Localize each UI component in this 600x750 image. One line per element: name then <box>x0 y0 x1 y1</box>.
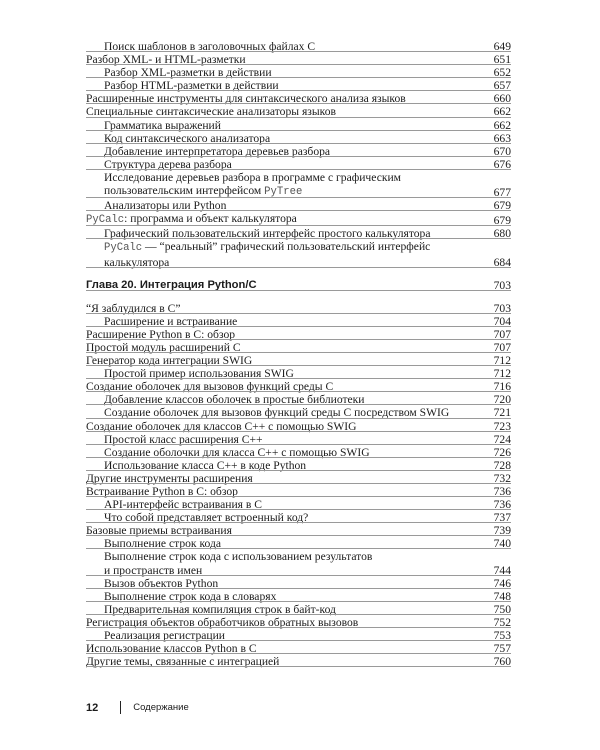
toc-page-number: 651 <box>493 53 511 67</box>
toc-page-number: 680 <box>493 227 511 241</box>
toc-entry <box>86 498 511 511</box>
toc-entry-title <box>86 550 485 563</box>
toc-entry-text: Использование класса C++ в коде Python <box>104 458 307 472</box>
toc-page-number: 703 <box>493 301 511 315</box>
toc-entry <box>86 367 511 380</box>
toc-entry <box>86 53 511 66</box>
toc-entry <box>86 642 511 655</box>
toc-entry <box>86 511 511 524</box>
toc-entry-text: и пространств имен <box>104 563 203 577</box>
toc-entry-title <box>86 302 485 315</box>
toc-entry-title <box>86 472 485 485</box>
toc-entry <box>86 380 511 393</box>
toc-entry <box>86 564 511 577</box>
toc-entry <box>86 315 511 328</box>
toc-entry-title <box>86 184 485 199</box>
toc-entry-text: Выполнение строк кода в словарях <box>104 589 277 603</box>
toc-entry <box>86 537 511 550</box>
toc-entry <box>86 105 511 118</box>
toc-entry <box>86 590 511 603</box>
toc-entry-title <box>86 603 485 616</box>
toc-entry-text: Выполнение строк кода с использованием результатов <box>104 550 373 564</box>
toc-entry-title <box>86 53 485 66</box>
toc-page-number: 760 <box>493 655 511 669</box>
toc-entry <box>86 132 511 145</box>
toc-entry <box>86 655 511 668</box>
toc-page-number: 720 <box>493 393 511 407</box>
toc-entry <box>86 420 511 433</box>
toc-entry-title <box>86 367 485 380</box>
toc-entry-text: Расширение Python в C: обзор <box>86 327 236 341</box>
toc-page-number: 753 <box>493 629 511 643</box>
toc-page-number: 736 <box>493 485 511 498</box>
toc-page-number: 663 <box>493 131 511 145</box>
table-of-contents <box>86 40 511 668</box>
toc-entry-title <box>86 616 485 629</box>
toc-entry-title <box>86 279 485 292</box>
toc-entry-title <box>86 459 485 472</box>
toc-entry-text: Создание оболочки для класса C++ с помощью SWIG <box>104 445 370 459</box>
toc-page-number: 737 <box>493 511 511 525</box>
toc-entry <box>86 629 511 642</box>
toc-entry <box>86 240 511 255</box>
toc-entry-title <box>86 240 485 255</box>
toc-entry-title <box>86 145 485 158</box>
toc-entry-title <box>86 380 485 393</box>
toc-page-number: 748 <box>493 589 511 603</box>
toc-entry <box>86 92 511 105</box>
toc-entry <box>86 199 511 212</box>
toc-page-number: 726 <box>493 445 511 459</box>
toc-page-number: 677 <box>493 186 511 200</box>
code-term: PyCalc <box>86 214 125 227</box>
toc-entry <box>86 459 511 472</box>
toc-entry-title <box>86 537 485 550</box>
toc-entry-title <box>86 406 485 419</box>
toc-page-number: 657 <box>493 79 511 93</box>
toc-page-number: 723 <box>493 419 511 433</box>
page-footer <box>86 701 189 714</box>
toc-page-number: 740 <box>493 537 511 551</box>
toc-entry-title <box>86 590 485 603</box>
toc-entry-text: Разбор XML- и HTML-разметки <box>86 53 246 67</box>
toc-entry <box>86 406 511 419</box>
toc-entry-title <box>86 354 485 367</box>
toc-entry-title <box>86 227 485 240</box>
toc-page-number: 676 <box>493 157 511 171</box>
toc-entry-title <box>86 328 485 341</box>
running-title: Содержание <box>133 702 189 713</box>
toc-page-number: 707 <box>493 340 511 354</box>
toc-entry-title <box>86 105 485 118</box>
toc-entry <box>86 577 511 590</box>
toc-entry-text: Код синтаксического анализатора <box>104 131 271 145</box>
toc-page-number: 649 <box>493 40 511 53</box>
toc-entry <box>86 485 511 498</box>
toc-page-number: 679 <box>493 199 511 213</box>
toc-entry-text: Структура дерева разбора <box>104 157 232 171</box>
toc-page-number: 662 <box>493 105 511 119</box>
toc-page-number: 732 <box>493 471 511 485</box>
toc-entry <box>86 40 511 53</box>
toc-entry <box>86 171 511 184</box>
toc-page-number: 707 <box>493 327 511 341</box>
toc-entry <box>86 227 511 240</box>
toc-entry-text: Глава 20. Интеграция Python/C <box>86 278 257 291</box>
toc-entry-text: Вызов объектов Python <box>104 576 219 590</box>
toc-page-number: 746 <box>493 576 511 590</box>
toc-entry-text: Базовые приемы встраивания <box>86 524 232 538</box>
toc-page-number: 728 <box>493 458 511 472</box>
toc-entry <box>86 616 511 629</box>
toc-entry-title <box>86 577 485 590</box>
toc-page-number: 712 <box>493 354 511 368</box>
toc-page-number: 744 <box>493 563 511 577</box>
toc-page-number: 750 <box>493 602 511 616</box>
toc-entry <box>86 446 511 459</box>
toc-entry-text: Создание оболочек для классов C++ с помощью SWIG <box>86 419 357 433</box>
toc-page-number: 736 <box>493 498 511 512</box>
toc-entry <box>86 341 511 354</box>
toc-entry-text: Грамматика выражений <box>104 118 221 132</box>
toc-entry-text: Что собой представляет встроенный код? <box>104 511 309 525</box>
page-number: 12 <box>86 701 99 714</box>
toc-entry-text: Создание оболочек для вызовов функций среды C <box>86 380 334 394</box>
toc-entry-text: Специальные синтаксические анализаторы языков <box>86 105 336 119</box>
toc-entry-title <box>86 199 485 212</box>
toc-entry-title <box>86 642 485 655</box>
toc-entry-title <box>86 564 485 577</box>
toc-entry-text: Расширенные инструменты для синтаксического анализа языков <box>86 92 406 106</box>
toc-entry-title <box>86 40 485 53</box>
toc-entry-title <box>86 420 485 433</box>
toc-page-number: 721 <box>493 406 511 420</box>
toc-entry-title <box>86 446 485 459</box>
toc-entry-text: Графический пользовательский интерфейс простого калькулятора <box>104 227 431 241</box>
toc-page-number: 739 <box>493 524 511 538</box>
toc-entry-text: Анализаторы или Python <box>104 199 227 213</box>
toc-entry-text: Предварительная компиляция строк в байт-код <box>104 602 336 616</box>
footer-divider <box>120 701 121 714</box>
toc-entry <box>86 145 511 158</box>
toc-entry-title <box>86 158 485 171</box>
toc-entry-text: API-интерфейс встраивания в C <box>104 498 262 512</box>
toc-entry <box>86 472 511 485</box>
toc-entry-title <box>86 341 485 354</box>
toc-entry-title <box>86 132 485 145</box>
toc-entry-text: пользовательским интерфейсом <box>104 184 262 198</box>
toc-entry-text: Разбор HTML-разметки в действии <box>104 79 279 93</box>
toc-page-number: 752 <box>493 615 511 629</box>
toc-entry-text: : программа и объект калькулятора <box>124 212 297 226</box>
toc-entry-text: Добавление интерпретатора деревьев разбора <box>104 144 331 158</box>
toc-entry-text: Использование классов Python в C <box>86 642 257 656</box>
toc-page-number: 704 <box>493 314 511 328</box>
toc-entry-title <box>86 66 485 79</box>
toc-page-number: 757 <box>493 642 511 656</box>
toc-entry-text: Простой класс расширения C++ <box>104 432 263 446</box>
toc-entry-text: Создание оболочек для вызовов функций среды C посредством SWIG <box>104 406 450 420</box>
toc-entry <box>86 550 511 563</box>
toc-entry <box>86 119 511 132</box>
toc-entry-text: Разбор XML-разметки в действии <box>104 66 272 80</box>
toc-entry-title <box>86 171 485 184</box>
toc-entry <box>86 79 511 92</box>
toc-entry-title <box>86 256 485 269</box>
toc-entry-text: Генератор кода интеграции SWIG <box>86 354 253 368</box>
toc-entry-text: Другие инструменты расширения <box>86 471 253 485</box>
toc-page-number: 703 <box>493 278 511 292</box>
toc-entry-title <box>86 524 485 537</box>
toc-page-number: 670 <box>493 144 511 158</box>
toc-page-number: 684 <box>493 255 511 269</box>
toc-entry-text: Выполнение строк кода <box>104 537 221 551</box>
toc-entry-title <box>86 498 485 511</box>
toc-entry-text: Поиск шаблонов в заголовочных файлах C <box>104 40 316 53</box>
toc-page-number: 724 <box>493 432 511 446</box>
toc-entry-title <box>86 485 485 498</box>
toc-entry-title <box>86 315 485 328</box>
toc-entry-text: Реализация регистрации <box>104 629 225 643</box>
toc-entry <box>86 524 511 537</box>
code-term: PyCalc <box>104 242 143 255</box>
toc-entry-text: Исследование деревьев разбора в программе с графическим <box>104 170 402 184</box>
toc-entry <box>86 393 511 406</box>
toc-entry-title <box>86 119 485 132</box>
code-term: PyTree <box>264 186 303 199</box>
toc-entry-text: Встраивание Python в C: обзор <box>86 485 238 498</box>
toc-entry <box>86 158 511 171</box>
toc-entry <box>86 603 511 616</box>
toc-entry-title <box>86 511 485 524</box>
toc-entry <box>86 328 511 341</box>
toc-page-number: 716 <box>493 380 511 394</box>
toc-entry <box>86 354 511 367</box>
toc-entry-text: Регистрация объектов обработчиков обратных вызовов <box>86 615 359 629</box>
toc-entry-title <box>86 655 485 668</box>
toc-entry-title <box>86 433 485 446</box>
toc-entry-title <box>86 393 485 406</box>
toc-entry-title <box>86 79 485 92</box>
chapter-heading <box>86 279 511 292</box>
toc-entry-text: “Я заблудился в C” <box>86 301 181 315</box>
toc-entry <box>86 66 511 79</box>
toc-entry-text: Расширение и встраивание <box>104 314 238 328</box>
toc-entry-text: Простой пример использования SWIG <box>104 367 294 381</box>
toc-entry-title <box>86 629 485 642</box>
toc-page-number: 679 <box>493 214 511 228</box>
toc-page-number: 662 <box>493 118 511 132</box>
toc-page-number: 652 <box>493 66 511 80</box>
toc-entry-text: калькулятора <box>104 255 170 269</box>
toc-entry <box>86 433 511 446</box>
toc-entry <box>86 302 511 315</box>
toc-entry-title <box>86 92 485 105</box>
toc-entry <box>86 212 511 227</box>
toc-entry <box>86 184 511 199</box>
toc-entry-text: Другие темы, связанные с интеграцией <box>86 655 280 669</box>
toc-entry-text: Простой модуль расширений C <box>86 340 241 354</box>
toc-page-number: 660 <box>493 92 511 106</box>
toc-entry <box>86 256 511 269</box>
toc-entry-text: Добавление классов оболочек в простые библиотеки <box>104 393 365 407</box>
toc-entry-title <box>86 212 485 227</box>
toc-page-number: 712 <box>493 367 511 381</box>
toc-entry-text: — “реальный” графический пользовательский интерфейс <box>142 240 431 254</box>
